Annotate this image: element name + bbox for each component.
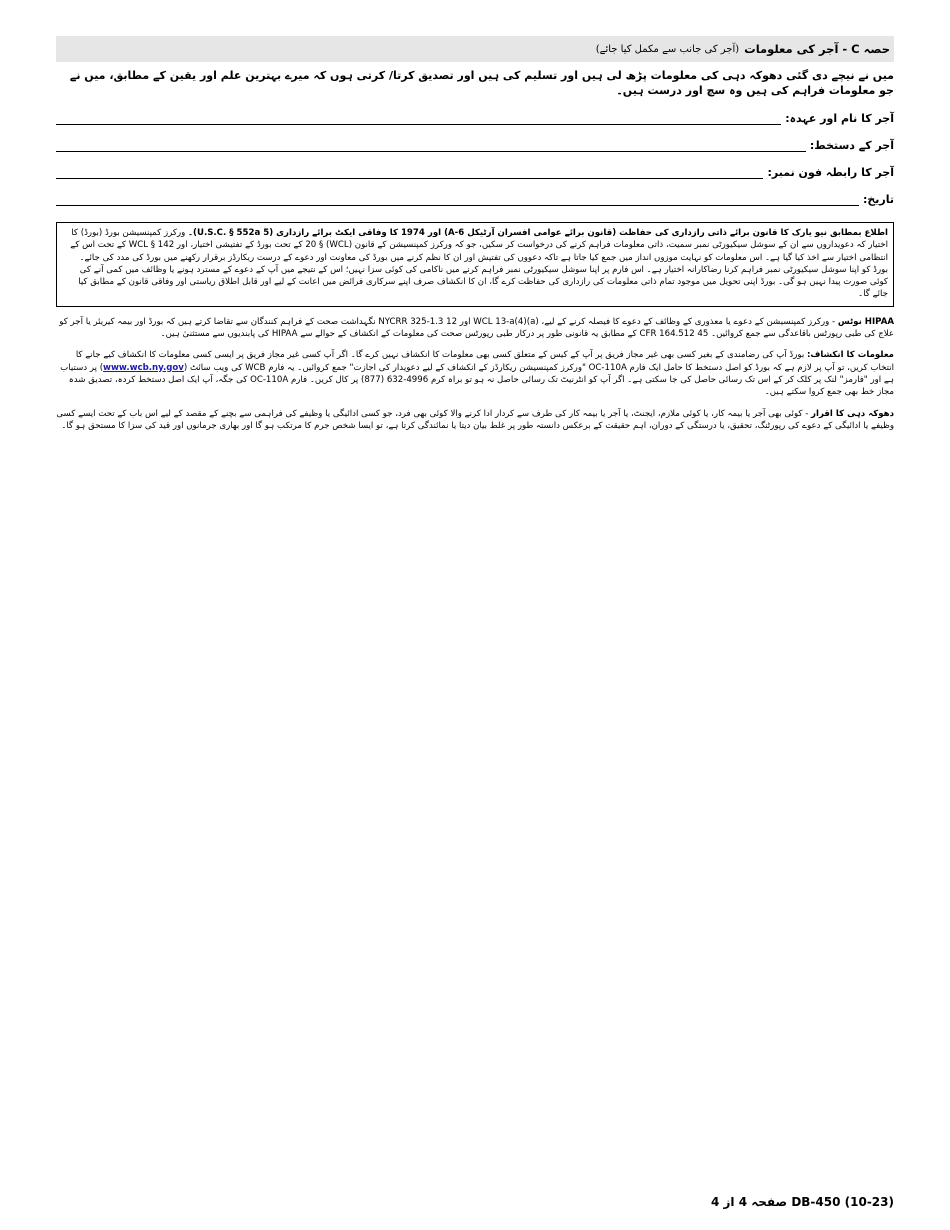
page-footer: DB-450 (10-23) صفحہ 4 از 4 [710, 1195, 894, 1209]
employer-phone-field [56, 163, 894, 179]
employer-signature-label: آجر کے دستخط: [809, 139, 894, 152]
form-page [56, 36, 894, 432]
disclosure-body-before: بورڈ آپ کی رضامندی کے بغیر کسی بھی غیر مجاز فریق پر آپ کے کیس کے متعلق کسی بھی معلومات کا انکشاف نہیں کرے گا۔ اگر آپ کسی غیر مجاز فریق پر ایسی کسی معلومات کا انکشاف کیے جانے کا انتخاب کریں، تو آپ پر لازم ہے کہ بورڈ کو اصل دستخط کا حامل ایک فارم OC-110A "ورکرز کمپنسیشن ریکارڈز کے انکشاف کے لیے دعویدار کی اجازت" جمع کروائیں۔ یہ فارم WCB کی ویب سائٹ ( [75, 350, 894, 373]
fraud-acknowledgment [56, 408, 894, 433]
section-c-header [56, 36, 894, 62]
privacy-notice-heading: اطلاع بمطابق نیو یارک کا قانون برائے ذاتی رازداری کی حفاظت (قانون برائے عوامی افسران آرٹیکل A-6) اور 1974 کا وفاقی ایکٹ برائے رازداری (5 U.S.C. § 552a)۔ [188, 228, 888, 238]
disclosure-body-after: ) پر دستیاب ہے اور "فارمز" لنک پر کلک کر کے اس تک رسائی حاصل کی جا سکتی ہے۔ اگر آپ کو انٹرنیٹ تک رسائی حاصل نہ ہو تو براہ کرم 4996-632 (877) پر کال کریں۔ فارم OC-110A کی جگہ، آپ ایک اصل دستخط کردہ، تصدیق شدہ مجاز خط بھی جمع کروا سکتے ہیں۔ [60, 362, 894, 398]
privacy-notice-body: ورکرز کمپنسیشن بورڈ (بورڈ) کا اختیار کہ دعویداروں سے ان کے سوشل سیکیورٹی نمبر سمیت، ذاتی معلومات فراہم کرنے کی درخواست کر سکیں، جو کہ ورکرز کمپنسیشن کے قانون (WCL) § 20 کے تحت بورڈ کے تفتیشی اختیار، اور WCL § 142 کے تحت اس کے انتظامی اختیار سے اخذ کیا گیا ہے۔ اس معلومات کو نہایت موزوں انداز میں جمع کیا جاتا ہے تاکہ دعووں کی تفتیش اور ان کا نظم کرنے میں بورڈ کی معاونت اور دعوے کے درست ریکارڈز برقرار رکھنے میں بورڈ کی مدد کی جائے۔ بورڈ کو اپنا سوشل سیکیورٹی نمبر فراہم کرنا رضاکارانہ اختیار ہے۔ اس فارم پر اپنا سوشل سیکیورٹی نمبر فراہم کرنے میں ناکامی کی کوئی سزا نہیں؛ اس کے نتیجے میں آپ کے دعوے کے مسترد ہونے یا وظائف میں کمی آنے کی کوئی صورت پیدا نہیں ہو گی۔ بورڈ اپنی تحویل میں موجود تمام ذاتی معلومات کی رازداری کی حفاظت کرے گا، ان کا انکشاف صرف اپنے سرکاری فرائض میں اعانت کے لیے اور قابل اطلاق ریاستی اور وفاقی قانون کے مطابق کیا جائے گا۔ [70, 228, 888, 300]
hipaa-notice [56, 316, 894, 341]
employer-name-title-field [56, 109, 894, 125]
employer-signature-field [56, 136, 894, 152]
hipaa-heading: HIPAA نوٹس [837, 316, 894, 327]
section-c-title: حصہ C - آجر کی معلومات [744, 42, 890, 56]
fraud-heading: دھوکہ دہی کا اقرار [811, 408, 894, 419]
wcb-website-link[interactable]: www.wcb.ny.gov [103, 362, 184, 373]
disclosure-heading: معلومات کا انکشاف: [806, 350, 894, 361]
employer-name-title-label: آجر کا نام اور عہدہ: [785, 112, 894, 125]
employer-phone-input[interactable] [56, 165, 763, 179]
hipaa-body: - ورکرز کمپنسیشن کے دعوے یا معذوری کے وظائف کے دعوے کا فیصلہ کرنے کے لیے، WCL 13-a(4)(a) اور 12 NYCRR 325-1.3 نگہداشت صحت کے فراہم کنندگان سے تقاضا کرتے ہیں کہ بورڈ اور بیمہ کیریئر یا آجر کو علاج کی طبی رپورٹس باقاعدگی سے جمع کروائیں۔ 45 CFR 164.512 کے مطابق یہ قانونی طور پر درکار طبی رپورٹس صحت کی معلومات کے انکشاف کے حوالے سے HIPAA کی پابندیوں سے مستثنیٰ ہیں۔ [59, 316, 894, 340]
fraud-body: - کوئی بھی آجر یا بیمہ کار، یا کوئی ملازم، ایجنٹ، یا آجر یا بیمہ کار کی طرف سے کردار ادا کرنے والا کوئی بھی فرد، جو کسی ادائیگی یا وظیفے کی فراہمی سے بچنے کے مقصد کے لیے اس باب کے تحت ایسے کسی وظیفے یا ادائیگی کے دعوے کی رپورٹنگ، تحقیق، یا درستگی کے دوران، اہم حقیقت کے برعکس دانستہ طور پر غلط بیان دیتا یا نمائندگی کرتا ہے، تو ایسا شخص جرم کا مرتکب ہو گا اور بھاری جرمانوں اور قید کی سزا کا مستحق ہو گا۔ [56, 408, 894, 431]
employer-signature-input[interactable] [56, 138, 806, 152]
privacy-notice-box [56, 222, 894, 307]
date-field [56, 190, 894, 206]
employer-phone-label: آجر کا رابطہ فون نمبر: [767, 166, 894, 179]
attestation-statement: میں نے نیچے دی گئی دھوکہ دہی کی معلومات پڑھ لی ہیں اور تسلیم کی ہیں اور تصدیق کرتا/ کرتی ہوں کہ میرے بہترین علم اور یقین کے مطابق، میں نے جو معلومات فراہم کی ہیں وہ سچ اور درست ہیں۔ [69, 69, 894, 97]
section-c-note: (آجر کی جانب سے مکمل کیا جائے) [595, 43, 740, 55]
date-label: تاریخ: [862, 193, 894, 206]
date-input[interactable] [56, 192, 859, 206]
employer-name-title-input[interactable] [56, 111, 781, 125]
disclosure-notice [56, 349, 894, 398]
